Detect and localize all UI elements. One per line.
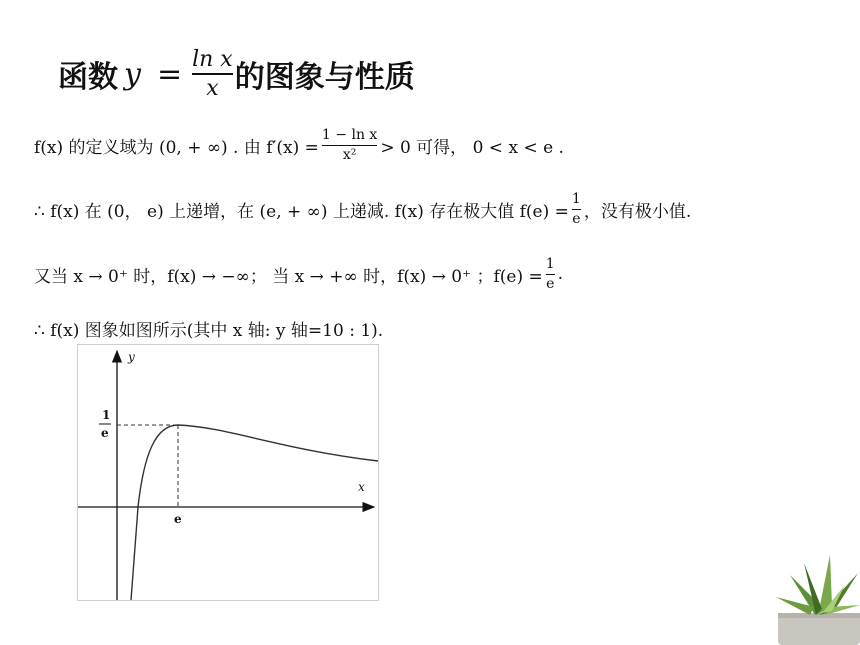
title-fraction-numerator: ln x <box>192 47 233 73</box>
line2-text-a: ∴ f(x) 在 (0， e) 上递增，在 (e, + ∞) 上递减. f(x) 存在极大值 f(e) = <box>34 201 569 222</box>
x-axis-label: x <box>358 480 365 494</box>
monotonicity-line <box>34 192 691 226</box>
line1-text-a: f(x) 的定义域为 (0, + ∞) . 由 f′(x) = <box>34 137 319 158</box>
fraction-bar <box>572 209 581 210</box>
graph-svg <box>78 345 378 600</box>
title-fraction-denominator: x <box>206 75 219 101</box>
title-variable: y <box>124 56 141 92</box>
fe-fraction <box>546 257 555 291</box>
limits-line <box>34 257 563 291</box>
fraction-bar <box>546 274 555 275</box>
line4-text: ∴ f(x) 图象如图所示(其中 x 轴: y 轴=10 : 1). <box>34 321 384 341</box>
max-value-denominator: e <box>572 210 581 227</box>
fraction-bar <box>192 73 233 75</box>
derivative-denominator: x² <box>342 146 357 163</box>
x-tick-label: e <box>174 512 182 526</box>
line3-text-a: 又当 x → 0⁺ 时，f(x) → −∞； 当 x → +∞ 时，f(x) → 0⁺ ；f(e) = <box>34 266 543 287</box>
domain-derivative-line <box>34 128 564 162</box>
max-value-fraction <box>572 192 581 226</box>
line1-text-b: > 0 可得， 0 < x < e . <box>380 137 564 158</box>
max-value-numerator: 1 <box>571 191 581 207</box>
derivative-numerator: 1 − ln x <box>321 127 378 143</box>
title-fraction <box>192 48 233 100</box>
line2-text-b: ，没有极小值. <box>583 201 692 222</box>
title-equals: = <box>156 56 183 92</box>
page-title <box>58 44 415 104</box>
function-graph <box>77 344 379 601</box>
fraction-bar <box>322 145 377 146</box>
line3-text-b: . <box>557 264 564 285</box>
title-suffix: 的图象与性质 <box>234 60 415 95</box>
fe-numerator: 1 <box>545 256 555 272</box>
y-axis-label: y <box>128 350 135 364</box>
graph-caption-line <box>34 316 383 341</box>
y-tick-denominator: e <box>101 426 109 440</box>
succulent-plant-decoration <box>770 545 860 645</box>
derivative-fraction <box>322 128 377 162</box>
fe-denominator: e <box>546 275 555 292</box>
y-tick-numerator: 1 <box>102 408 111 422</box>
title-prefix: 函数 <box>58 60 118 95</box>
function-curve <box>131 425 378 600</box>
